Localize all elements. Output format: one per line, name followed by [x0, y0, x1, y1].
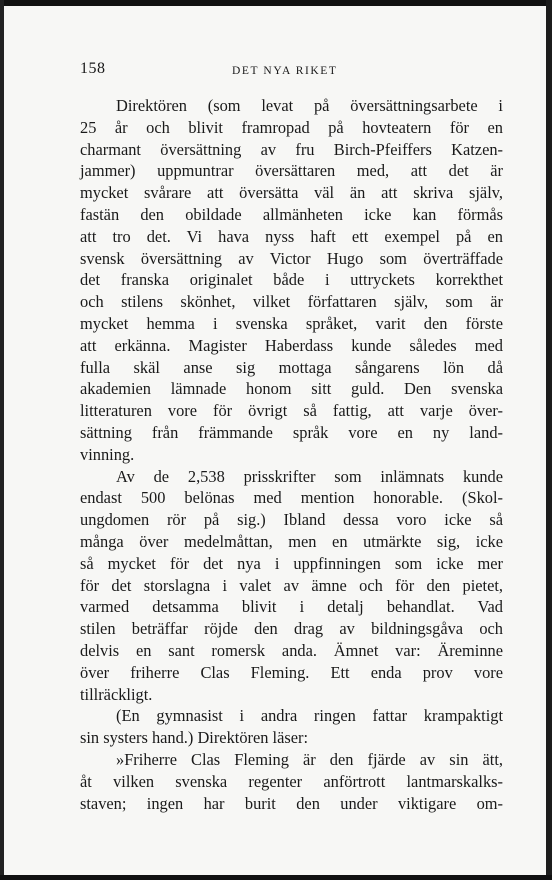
text-line: charmant översättning av fru Birch-Pfeiffers Katzen- [80, 139, 503, 159]
text-line: delvis en sant romersk anda. Ämnet var: Äreminne [80, 640, 503, 660]
text-line: Direktören (som levat på översättningsarbete i [116, 96, 503, 115]
text-line: det franska originalet både i uttryckets korrekthet [80, 270, 503, 290]
text-line: staven; ingen har burit den under viktigare om- [80, 793, 503, 813]
running-head: DET NYA RIKET [232, 65, 338, 77]
text-line: stilen beträffar röjde den drag av bildningsgåva och [80, 619, 503, 639]
page-left-edge [0, 0, 4, 880]
text-line: för det storslagna i valet av ämne och för den pietet, [80, 575, 503, 595]
text-line: fastän den obildade allmänheten icke kan förmås [80, 204, 503, 224]
page-bottom-edge [0, 875, 552, 880]
text-line: ungdomen rör på sig.) Ibland dessa voro icke så [80, 510, 503, 530]
text-line: »Friherre Clas Fleming är den fjärde av sin ätt, [116, 749, 503, 769]
text-line: så mycket för det nya i uppfinningen som icke mer [80, 553, 503, 573]
text-line: 25 år och blivit framropad på hovteatern för en [80, 117, 503, 137]
text-line: och stilens skönhet, vilket författaren själv, som är [80, 292, 503, 312]
text-line: svensk översättning av Victor Hugo som överträffade [80, 248, 503, 268]
text-line: mycket svårare att översätta väl än att skriva själv, [80, 183, 503, 203]
page-number: 158 [80, 60, 106, 77]
text-line: många över medelmåttan, men en utmärkte sig, icke [80, 531, 503, 551]
page-right-edge [546, 0, 552, 880]
text-line: sin systers hand.) Direktören läser: [80, 728, 309, 748]
text-line: att tro det. Vi hava nyss haft ett exempel på en [80, 226, 503, 246]
text-line: (En gymnasist i andra ringen fattar krampaktigt [116, 706, 503, 726]
text-line: vinning. [80, 444, 135, 464]
text-line: varmed detsamma blivit i detalj behandlat. Vad [80, 597, 503, 617]
text-line: tillräckligt. [80, 684, 153, 704]
page-top-edge [0, 0, 552, 6]
text-line: jammer) uppmuntrar översättaren med, att det är [80, 161, 503, 181]
text-line: mycket hemma i svenska språket, varit den förste [80, 313, 503, 333]
text-line: över friherre Clas Fleming. Ett enda prov vore [80, 662, 503, 682]
text-line: Av de 2,538 prisskrifter som inlämnats kunde [116, 466, 503, 486]
text-line: litteraturen vore för övrigt så fattig, att varje över- [80, 401, 503, 421]
text-line: fulla skäl anse sig mottaga sångarens lön då [80, 357, 503, 377]
body-text [80, 95, 503, 814]
text-line: endast 500 belönas med mention honorable. (Skol- [80, 488, 503, 508]
text-line: sättning från främmande språk vore en ny land- [80, 422, 503, 442]
text-line: åt vilken svenska regenter anförtrott lantmarskalks- [80, 771, 503, 791]
text-line: att erkänna. Magister Haberdass kunde således med [80, 335, 503, 355]
text-line: akademien lämnade honom sitt guld. Den svenska [80, 379, 503, 399]
